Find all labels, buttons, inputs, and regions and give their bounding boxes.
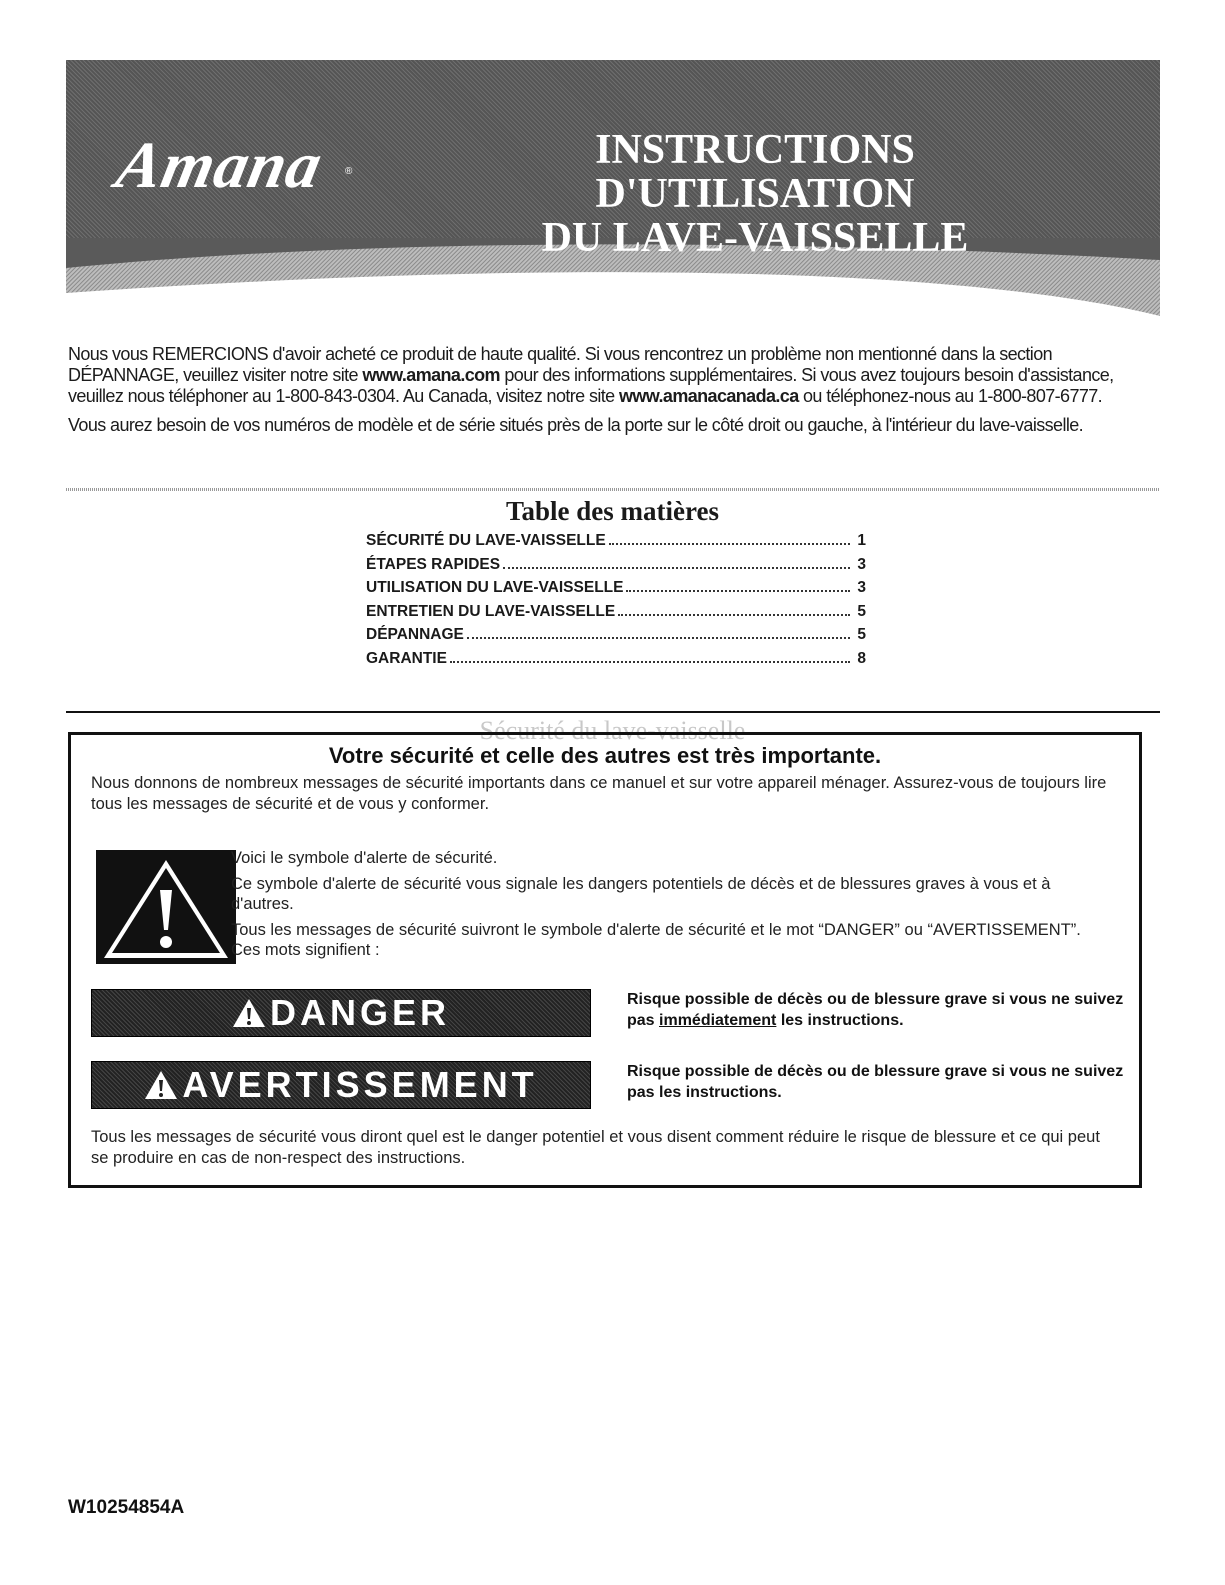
danger-description bbox=[627, 989, 1137, 1031]
toc-leader bbox=[609, 543, 850, 545]
section-divider bbox=[66, 711, 1160, 713]
intro-text bbox=[68, 344, 1158, 444]
symbol-line-1: Voici le symbole d'alerte de sécurité. bbox=[231, 849, 498, 867]
alert-triangle-icon bbox=[232, 998, 266, 1028]
toc-item-label: ÉTAPES RAPIDES bbox=[366, 555, 501, 573]
safety-intro: Nous donnons de nombreux messages de sécurité importants dans ce manuel et sur votre appareil ménager. Assurez-vous de toujours lire tous les messages de sécurité et de vous y conformer. bbox=[91, 774, 1107, 813]
toc-leader bbox=[450, 661, 850, 663]
symbol-line-3: Tous les messages de sécurité suivront le symbole d'alerte de sécurité et le mot “DANGER” ou “AVERTISSEMENT”. Ces mots signifient : bbox=[231, 921, 1081, 959]
toc-item-etapes[interactable] bbox=[366, 556, 866, 580]
toc-item-label: UTILISATION DU LAVE-VAISSELLE bbox=[366, 579, 624, 596]
safety-alert-symbol-icon bbox=[96, 850, 236, 964]
toc-item-label: GARANTIE bbox=[366, 649, 447, 667]
danger-signal-word bbox=[91, 989, 591, 1037]
safety-heading: Votre sécurité et celle des autres est très importante. bbox=[328, 743, 882, 768]
toc-item-page: 3 bbox=[857, 579, 866, 596]
toc-item-garantie[interactable] bbox=[366, 650, 866, 674]
toc-item-page: 5 bbox=[857, 602, 866, 620]
amana-logo: Amana bbox=[110, 129, 329, 202]
warning-signal-word bbox=[91, 1061, 591, 1109]
toc-item-page: 3 bbox=[857, 555, 866, 573]
danger-text-b: les instructions. bbox=[776, 1012, 904, 1029]
title-line-1: INSTRUCTIONS D'UTILISATION bbox=[595, 127, 915, 217]
toc-item-label: DÉPANNAGE bbox=[366, 626, 464, 643]
safety-footer: Tous les messages de sécurité vous diront quel est le danger potentiel et vous disent comment réduire le risque de blessure et ce qui peut se produire en cas de non-respect des instructions. bbox=[91, 1128, 1100, 1167]
toc-item-securite[interactable] bbox=[366, 532, 866, 556]
toc-title: Table des matières bbox=[506, 496, 719, 526]
intro-text-c: ou téléphonez-nous au 1-800-807-6777. bbox=[798, 386, 1103, 406]
alert-symbol-description bbox=[231, 848, 1111, 966]
toc-leader bbox=[618, 614, 850, 616]
toc-leader bbox=[503, 567, 850, 569]
warning-label: AVERTISSEMENT bbox=[182, 1064, 538, 1105]
toc-item-depannage[interactable] bbox=[366, 626, 866, 650]
toc-item-page: 5 bbox=[857, 626, 866, 643]
toc-item-page: 8 bbox=[857, 649, 866, 667]
title-line-2: DU LAVE-VAISSELLE bbox=[541, 215, 969, 261]
toc-item-label: ENTRETIEN DU LAVE-VAISSELLE bbox=[366, 602, 616, 620]
page-title bbox=[470, 128, 1040, 260]
symbol-line-2: Ce symbole d'alerte de sécurité vous signale les dangers potentiels de décès et de blessures graves à vous et à d'autres. bbox=[231, 875, 1051, 913]
intro-paragraph-1 bbox=[68, 344, 1158, 407]
toc-leader bbox=[467, 637, 850, 639]
amanacanada-website-link[interactable]: www.amanacanada.ca bbox=[619, 386, 799, 406]
amana-website-link[interactable]: www.amana.com bbox=[362, 365, 500, 385]
dotted-divider bbox=[66, 488, 1160, 491]
safety-box bbox=[68, 732, 1142, 1188]
alert-triangle-icon bbox=[144, 1070, 178, 1100]
table-of-contents bbox=[366, 532, 866, 673]
intro-paragraph-2: Vous aurez besoin de vos numéros de modèle et de série situés près de la porte sur le côté droit ou gauche, à l'intérieur du lave-vaisselle. bbox=[68, 415, 1084, 435]
toc-item-utilisation[interactable] bbox=[366, 579, 866, 603]
toc-item-label: SÉCURITÉ DU LAVE-VAISSELLE bbox=[366, 532, 606, 549]
section-title: Sécurité du lave-vaisselle bbox=[479, 716, 746, 745]
document-number: W10254854A bbox=[68, 1497, 185, 1518]
danger-label: DANGER bbox=[269, 992, 450, 1033]
danger-text-emphasis: immédiatement bbox=[659, 1012, 777, 1029]
intro-text-b: pour des informations supplémentaires. Si vous avez toujours besoin d'assistance, veuillez nous téléphoner au 1-800-843-0304. Au Canada, visitez notre site bbox=[68, 365, 1114, 406]
trademark-mark: ® bbox=[345, 166, 353, 177]
toc-item-entretien[interactable] bbox=[366, 603, 866, 627]
toc-leader bbox=[626, 590, 850, 592]
toc-item-page: 1 bbox=[857, 532, 866, 549]
danger-text-a: Risque possible de décès ou de blessure grave si vous ne suivez pas bbox=[627, 991, 1124, 1029]
intro-text-a: Nous vous REMERCIONS d'avoir acheté ce produit de haute qualité. Si vous rencontrez un problème non mentionné dans la section DÉPANNAGE, veuillez visiter notre site bbox=[68, 344, 1053, 385]
warning-description: Risque possible de décès ou de blessure grave si vous ne suivez pas les instructions. bbox=[627, 1063, 1124, 1101]
